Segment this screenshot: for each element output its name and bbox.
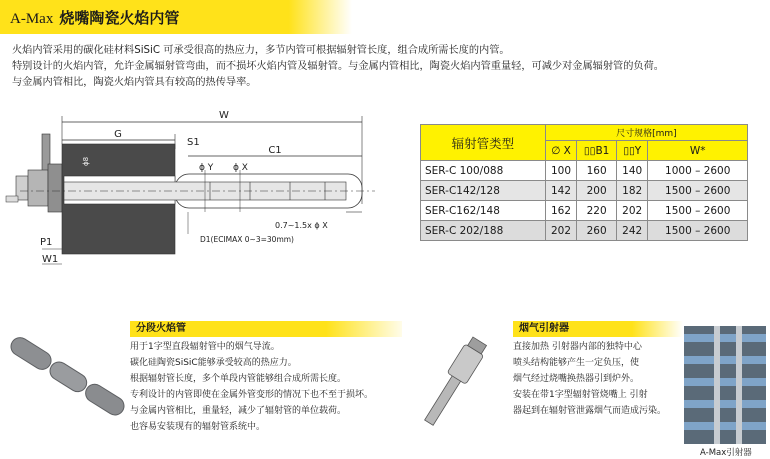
intro-line: 火焰内管采用的碳化硅材料SiSiC 可承受很高的热应力，多节内管可根据辐射管长度，组合成所需长度的内管。 [12, 45, 510, 56]
label-phi8: ϕ8 [82, 156, 90, 166]
segmented-tube-photo [4, 322, 126, 440]
cell-type: SER-C 100/088 [421, 161, 546, 181]
cell-type: SER-C162/148 [421, 201, 546, 221]
cell: 260 [577, 221, 617, 241]
section-line: 器起到在辐射管泄露烟气而造成污染。 [513, 406, 667, 416]
cell: 140 [616, 161, 648, 181]
cell-type: SER-C142/128 [421, 181, 546, 201]
cell: 202 [616, 201, 648, 221]
cell: 202 [545, 221, 577, 241]
segmented-tube-section [130, 321, 410, 435]
photo-ejector [714, 326, 720, 444]
cell: 220 [577, 201, 617, 221]
photo-rail [684, 400, 766, 408]
photo-rail [684, 422, 766, 430]
cell: 160 [577, 161, 617, 181]
section-line: 与金属内管相比，重量轻，减少了辐射管的单位载荷。 [130, 406, 347, 416]
col-header: ∅ X [545, 141, 577, 161]
cell: 162 [545, 201, 577, 221]
cell: 1500 – 2600 [648, 221, 748, 241]
cell: 100 [545, 161, 577, 181]
section-line: 碳化硅陶瓷SiSiC能够承受较高的热应力。 [130, 358, 297, 368]
section-line: 根据辐射管长度，多个单段内管能够组合成所需长度。 [130, 374, 347, 384]
section-line: 喷头结构能够产生一定负压，使 [513, 358, 640, 368]
ejector-photo [684, 326, 766, 444]
section-line: 专利设计的内管即使在金属外管变形的情况下也不至于损坏。 [130, 390, 374, 400]
col-header: ▯▯B1 [577, 141, 617, 161]
label-w1: W1 [42, 254, 59, 265]
title-bar [0, 0, 352, 34]
section-line: 安装在带1字型辐射管烧嘴上 引射 [513, 390, 648, 400]
type-header: 辐射管类型 [421, 125, 546, 161]
label-w: W [219, 110, 229, 121]
technical-drawing [0, 104, 400, 274]
photo-rail [684, 334, 766, 342]
section-line: 烟气经过烧嘴换热器引到炉外。 [513, 374, 640, 384]
label-p1: P1 [40, 237, 53, 248]
label-phi-y: ϕ Y [199, 163, 214, 173]
label-gap: 0.7~1.5x ϕ X [275, 221, 328, 230]
label-phi-x: ϕ X [233, 163, 248, 173]
cell: 200 [577, 181, 617, 201]
label-g: G [114, 129, 122, 140]
photo-rail [684, 378, 766, 386]
section-line: 直接加热 引射器内部的独特中心 [513, 342, 642, 352]
title-text: 烧嘴陶瓷火焰内管 [59, 9, 180, 27]
table-row [421, 161, 748, 181]
cell: 142 [545, 181, 577, 201]
label-c1: C1 [268, 145, 282, 156]
photo-rail [684, 356, 766, 364]
intro-line: 特别设计的火焰内管，允许金属辐射管弯曲，而不损坏火焰内管及辐射管。与金属内管相比，陶瓷火焰内管重量轻，可减少对金属辐射管的负荷。 [12, 61, 664, 72]
burner-connector [6, 196, 18, 202]
ejector-section [513, 321, 683, 419]
cell: 1500 – 2600 [648, 181, 748, 201]
cell: 1000 – 2600 [648, 161, 748, 181]
col-header: ▯▯Y [616, 141, 648, 161]
spec-table [420, 124, 748, 241]
table-row [421, 201, 748, 221]
section-title: 烟气引射器 [513, 321, 683, 337]
page-title [10, 7, 179, 28]
label-s1: S1 [187, 137, 200, 148]
cell: 182 [616, 181, 648, 201]
label-d1: D1(ECIMAX 0~3=30mm) [200, 235, 294, 244]
burner-head [28, 170, 48, 206]
unit-header: 尺寸规格[mm] [545, 125, 747, 141]
table-row [421, 221, 748, 241]
section-title: 分段火焰管 [130, 321, 410, 337]
intro-line: 与金属内管相比，陶瓷火焰内管具有较高的热传导率。 [12, 77, 257, 88]
photo-caption: A-Max引射器 [700, 448, 752, 458]
brand-name: A-Max [10, 11, 54, 27]
cell: 242 [616, 221, 648, 241]
photo-ejector [736, 326, 742, 444]
cell: 1500 – 2600 [648, 201, 748, 221]
table-row [421, 181, 748, 201]
cell-type: SER-C 202/188 [421, 221, 546, 241]
col-header: W* [648, 141, 748, 161]
section-line: 用于1字型直段辐射管中的烟气导流。 [130, 342, 280, 352]
burner-flange [48, 164, 62, 212]
ejector-illustration [402, 318, 510, 448]
section-line: 也容易安装现有的辐射管系统中。 [130, 422, 266, 432]
intro-text [12, 43, 768, 91]
